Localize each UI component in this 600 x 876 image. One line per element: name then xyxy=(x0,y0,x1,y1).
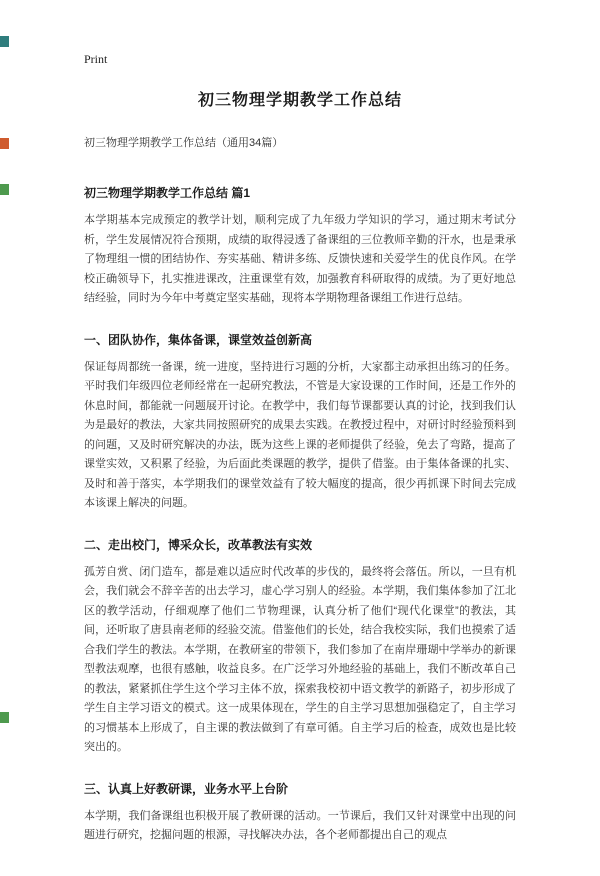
section-paragraph-research: 本学期，我们备课组也积极开展了教研课的活动。一节课后，我们又针对课堂中出现的问题进行研究，挖掘问题的根源，寻找解决办法，各个老师都提出自己的观点 xyxy=(84,809,516,841)
section-heading-part1: 初三物理学期教学工作总结 篇1 xyxy=(84,186,251,200)
section-paragraph-teamwork: 保证每周都统一备课，统一进度，坚持进行习题的分析，大家都主动承担出练习的任务。平时我们年级四位老师经常在一起研究教法，不管是大家设课的工作时间，还是工作外的休息时间，都能就一问题展开讨论。在教学中，我们每节课都要认真的讨论，找到我们认为是最好的教法，大家共同按照研究的成果去实践。在教授过程中，对研讨时经验预料到的问题，又及时研究解决的办法，既为这些上课的老师提供了经验，免去了弯路，提高了课堂实效，又积累了经验，为后面此类课题的教学，提供了借鉴。由于集体备课的扎实、及时和善于落实，本学期我们的课堂效益有了较大幅度的提高，很少再抓课下时间去完成本该课上解决的问题。 xyxy=(84,360,516,509)
edge-marker-green-1 xyxy=(0,184,9,195)
edge-marker-green-2 xyxy=(0,712,9,723)
section-paragraph-part1: 本学期基本完成预定的教学计划，顺利完成了九年级力学知识的学习，通过期末考试分析，学生发展情况符合预期，成绩的取得浸透了备课组的三位教师辛勤的汗水，也是秉承了物理组一惯的团结协作、夯实基础、精讲多练、反馈快速和关爱学生的优良作风。在学校正确领导下，扎实推进课改，注重课堂有效，加强教育科研取得的成绩。为了更好地总结经验，同时为今年中考奠定坚实基础，现将本学期物理备课组工作进行总结。 xyxy=(84,214,516,304)
page-title: 初三物理学期教学工作总结 xyxy=(197,92,402,109)
section-heading-research: 三、认真上好教研课，业务水平上台阶 xyxy=(84,781,289,796)
section-heading-teamwork: 一、团队协作，集体备课，课堂效益创新高 xyxy=(84,332,313,347)
edge-marker-orange xyxy=(0,138,9,149)
section-heading-reform: 二、走出校门，博采众长，改革教法有实效 xyxy=(84,537,313,552)
edge-marker-teal xyxy=(0,36,9,47)
page-subtitle: 初三物理学期教学工作总结（通用34篇） xyxy=(84,137,284,149)
print-button[interactable]: Print xyxy=(84,52,108,66)
section-paragraph-reform: 孤芳自赏、闭门造车，都是难以适应时代改革的步伐的，最终将会落伍。所以，一旦有机会，我们就会不辞辛苦的出去学习，虚心学习别人的经验。本学期，我们集体参加了江北区的教学活动，仔细观摩了他们二节物理课，认真分析了他们“现代化课堂”的教法，其间，还听取了唐县南老师的经验交流。借鉴他们的长处，结合我校实际，我们也摸索了适合我们学生的教法。本学期，在教研室的带领下，我们参加了在南岸珊瑚中学举办的新课型教法观摩，也很有感触，收益良多。在广泛学习外地经验的基础上，我们不断改革自己的教法，紧紧抓住学生这个学习主体不放，探索我校初中语文教学的新路子，初步形成了学生自主学习语文的模式。这一成果体现在，学生的自主学习思想加强稳定了，自主学习的习惯基本上形成了，自主课的教法做到了有章可循。自主学习后的检查，成效也是比较突出的。 xyxy=(84,565,516,753)
